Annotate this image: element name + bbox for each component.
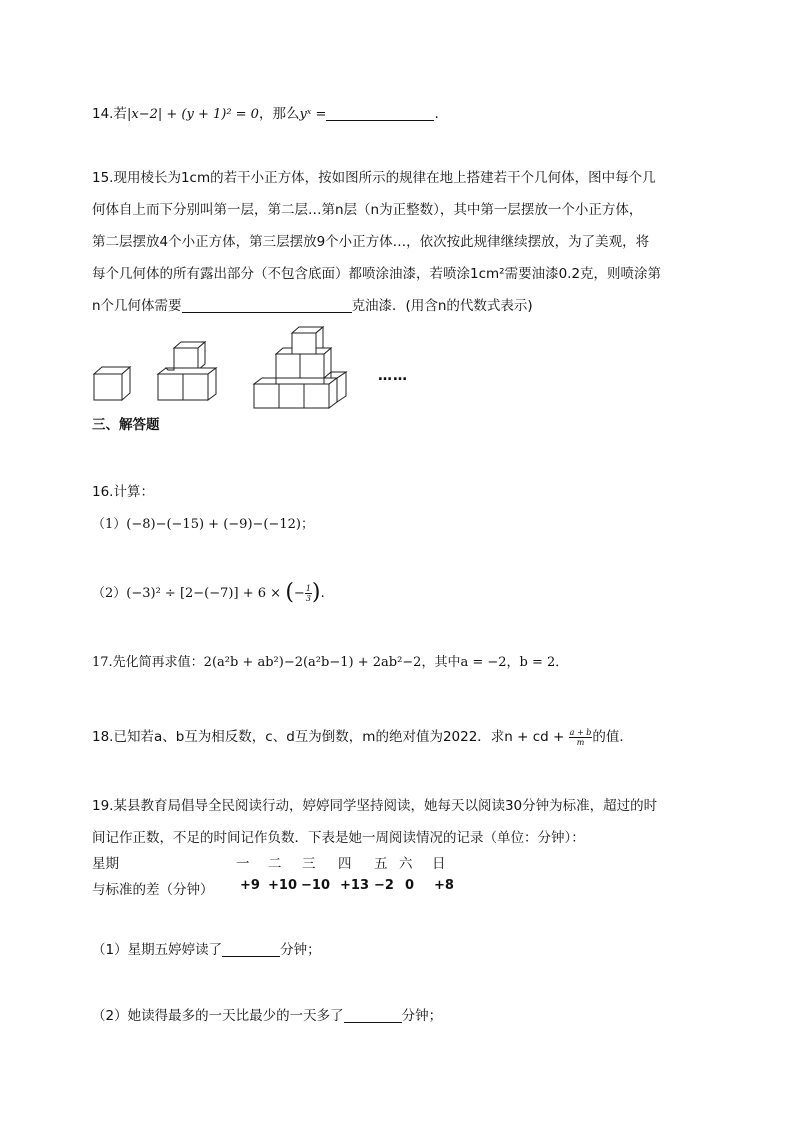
table-row-label-difference: 与标准的差（分钟） [92,882,214,898]
table-day: 四 [338,856,352,872]
q16-part-1-expression: （1）(−8)−(−15) + (−9)−(−12)； [92,517,314,532]
q15-continuation-dots: …… [378,368,408,384]
table-diff: +8 [434,878,454,893]
q15-line-1: 15.现用棱长为1cm的若干小正方体，按如图所示的规律在地上搭建若干个几何体，图中每个几 [92,170,656,186]
q16-fraction [305,584,312,603]
q16-fraction-numerator: 1 [305,583,311,593]
q18-text-end: 的值． [592,729,633,745]
q15-line-2: 何体自上而下分别叫第一层，第二层…第n层（n为正整数），其中第一层摆放一个小正方体， [92,202,643,218]
section-3-heading: 三、解答题 [92,417,160,433]
q19-sub-1-blank[interactable] [222,942,280,957]
q14-then: ，那么 [258,106,300,122]
q18-fraction-numerator: a + b [569,727,592,737]
question-18 [92,724,633,750]
question-17 [92,652,568,673]
q19-sub-1-end: 分钟； [280,942,321,958]
table-diff: +9 [240,878,260,893]
table-day: 三 [302,856,316,872]
q14-expression: |x−2| + (y + 1)² = 0 [126,107,259,122]
q16-fraction-denominator: 3 [305,593,311,603]
q14-end: . [434,106,439,122]
table-day: 日 [432,856,446,872]
q16-part-2-expression: （2）(−3)² ÷ [2−(−7)] + 6 × [92,586,282,601]
table-day: 二 [268,856,282,872]
q19-sub-1-start: （1）星期五婷婷读了 [92,942,223,958]
table-diff: +10 [268,878,297,893]
q18-text-start: 18.已知若a、b互为相反数，c、d互为倒数，m的绝对值为2022．求n + cd + [92,729,565,745]
cube-figure-3 [252,324,356,410]
q16-part-1 [92,514,314,535]
q16-part-2: （2）(−3)² ÷ [2−(−7)] + 6 × (− $\frac{1}{3}$ ). [92,580,325,605]
q16-part-2-end: . [320,585,325,601]
q18-fraction [569,728,593,747]
q15-answer-blank[interactable] [182,298,352,313]
cube-figure-1 [92,366,132,402]
q14-if: 若 [113,106,127,122]
q14-target: yˣ = [299,107,327,122]
q14-answer-blank[interactable] [326,106,434,121]
table-diff: −10 [301,878,330,893]
q19-sub-2 [92,1006,442,1026]
table-row-label-weekday: 星期 [92,856,119,872]
table-day: 六 [399,856,413,872]
q19-sub-2-start: （2）她读得最多的一天比最少的一天多了 [92,1008,344,1024]
q19-sub-2-blank[interactable] [344,1008,402,1023]
reading-table [92,852,492,902]
q19-sub-1 [92,940,321,960]
table-diff: +13 [340,878,369,893]
table-day: 五 [374,856,388,872]
table-day: 一 [236,856,250,872]
q15-line-3: 第二层摆放4个小正方体，第三层摆放9个小正方体…，依次按此规律继续摆放，为了美观，将 [92,234,650,250]
q16-title: 16.计算： [92,484,154,500]
q19-line-2: 间记作正数，不足的时间记作负数．下表是她一周阅读情况的记录（单位：分钟）： [92,830,585,846]
cube-figure-2 [156,340,226,402]
q19-sub-2-end: 分钟； [401,1008,443,1024]
table-diff: −2 [374,878,394,893]
q14-number: 14. [92,106,114,122]
q15-line-5-end: 克油漆．(用含n的代数式表示) [351,298,533,314]
q15-line-5 [92,296,533,316]
q15-line-4: 每个几何体的所有露出部分（不包含底面）都喷涂油漆，若喷涂1cm²需要油漆0.2克，则喷涂第 [92,266,662,282]
question-14 [92,104,439,125]
q19-line-1: 19.某县教育局倡导全民阅读行动，婷婷同学坚持阅读，她每天以阅读30分钟为标准，超过的时 [92,798,658,814]
table-diff: 0 [405,878,415,893]
q18-fraction-denominator: m [576,737,585,747]
q15-line-5-start: n个几何体需要 [92,298,182,314]
q17-text: 17.先化简再求值：2(a²b + ab²)−2(a²b−1) + 2ab²−2，其中a = −2，b = 2． [92,655,569,670]
